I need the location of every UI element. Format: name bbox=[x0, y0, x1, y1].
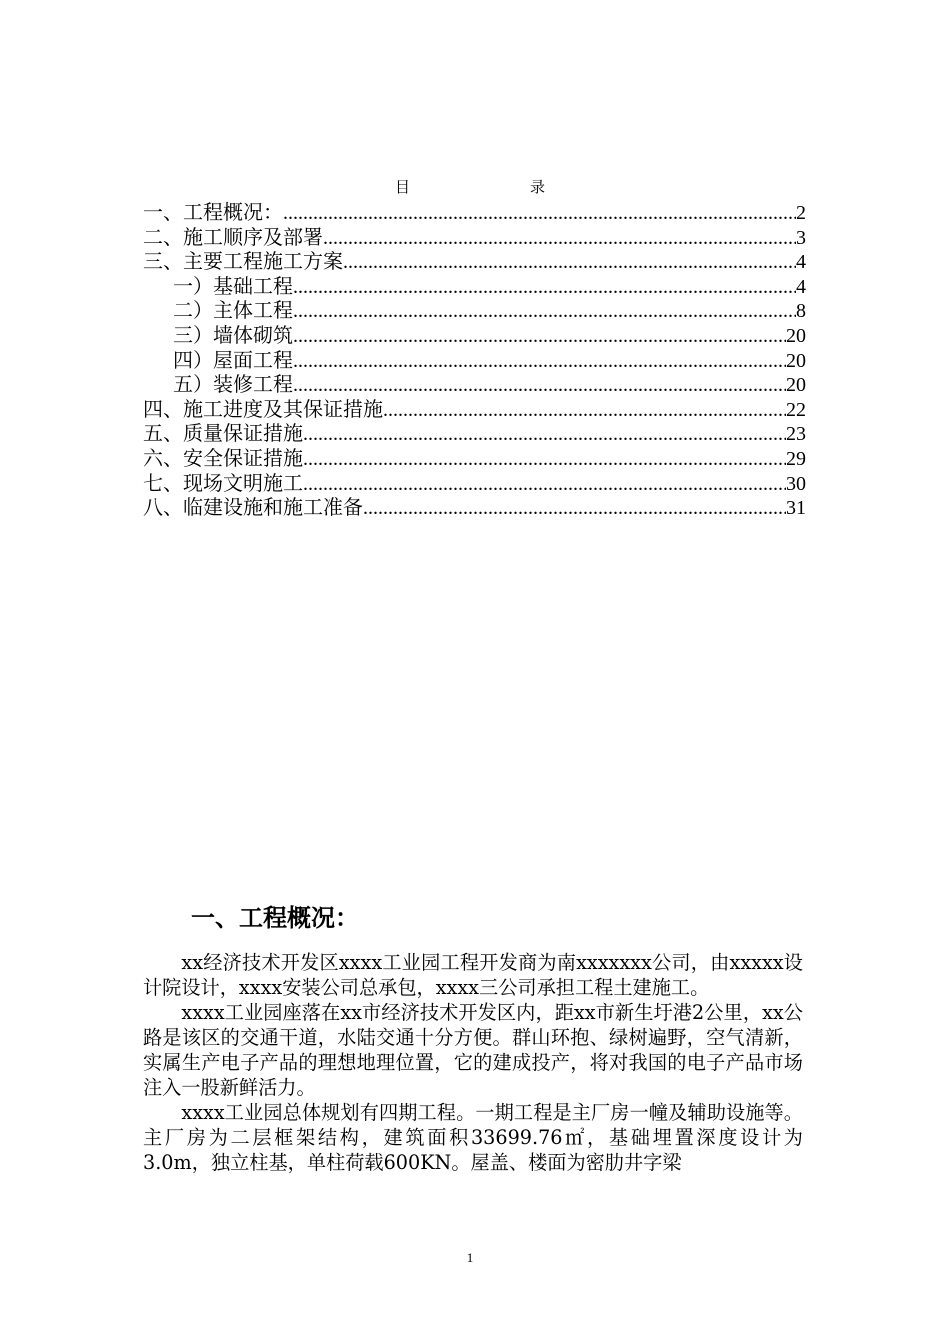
toc-entry[interactable] bbox=[143, 249, 806, 274]
toc-entry-page: 4 bbox=[796, 251, 806, 274]
toc-entry[interactable] bbox=[143, 397, 806, 422]
toc-entry-label: 八、临建设施和施工准备 bbox=[143, 495, 363, 520]
toc-entry-page: 3 bbox=[796, 226, 806, 249]
toc-leader-dots bbox=[283, 201, 796, 226]
body-paragraph: xxxx工业园座落在xx市经济技术开发区内，距xx市新生圩港2公里，xx公路是该区的交通干道，水陆交通十分方便。群山环抱、绿树遍野，空气清新，实属生产电子产品的理想地理位置，它的建成投产，将对我国的电子产品市场注入一股新鲜活力。 bbox=[143, 1001, 803, 1099]
toc-entry-label: 二、施工顺序及部署 bbox=[143, 224, 323, 249]
body-paragraph: xxxx工业园总体规划有四期工程。一期工程是主厂房一幢及辅助设施等。主厂房为二层框架结构，建筑面积33699.76㎡，基础埋置深度设计为 3.0m，独立柱基，单柱荷载600KN。屋盖、楼面为密肋井字梁 bbox=[143, 1101, 803, 1174]
toc-entry-page: 20 bbox=[786, 324, 806, 347]
toc-leader-dots bbox=[293, 299, 796, 324]
toc-leader-dots bbox=[343, 250, 796, 275]
body-paragraph: xx经济技术开发区xxxx工业园工程开发商为南xxxxxxx公司，由xxxxx设计院设计，xxxx安装公司总承包，xxxx三公司承担工程土建施工。 bbox=[143, 951, 803, 999]
toc-entry[interactable] bbox=[143, 421, 806, 446]
toc-subentry[interactable] bbox=[143, 348, 806, 373]
toc-entry[interactable] bbox=[143, 200, 806, 225]
toc-entry-page: 31 bbox=[786, 497, 806, 520]
toc-subentry[interactable] bbox=[143, 274, 806, 299]
toc-entry-label: 六、安全保证措施 bbox=[143, 445, 303, 470]
section-heading: 一、工程概况： bbox=[191, 904, 359, 932]
toc-subentry[interactable] bbox=[143, 323, 806, 348]
toc-leader-dots bbox=[293, 349, 786, 374]
toc-subentry[interactable] bbox=[143, 372, 806, 397]
toc-entry-label: 七、现场文明施工 bbox=[143, 470, 303, 495]
toc-leader-dots bbox=[293, 275, 796, 300]
toc-leader-dots bbox=[303, 447, 786, 472]
toc-entry-label: 四、施工进度及其保证措施 bbox=[143, 396, 383, 421]
toc-entry-page: 2 bbox=[796, 202, 806, 224]
toc-entry-page: 29 bbox=[786, 447, 806, 470]
toc-title bbox=[0, 176, 940, 197]
table-of-contents bbox=[143, 200, 806, 520]
toc-leader-dots bbox=[293, 324, 786, 349]
toc-entry[interactable] bbox=[143, 446, 806, 471]
toc-entry-page: 20 bbox=[786, 349, 806, 372]
page-number: 1 bbox=[466, 1250, 474, 1265]
toc-entry-page: 22 bbox=[786, 398, 806, 421]
toc-leader-dots bbox=[303, 472, 786, 497]
section-body bbox=[143, 950, 803, 1175]
toc-entry-label: 三）墙体砌筑 bbox=[173, 322, 293, 347]
toc-leader-dots bbox=[383, 398, 786, 423]
toc-title-part1: 目 bbox=[394, 178, 410, 196]
toc-entry-page: 4 bbox=[796, 275, 806, 298]
toc-entry-page: 30 bbox=[786, 472, 806, 495]
toc-leader-dots bbox=[363, 496, 786, 521]
toc-entry-label: 三、主要工程施工方案 bbox=[143, 249, 343, 274]
toc-entry-label: 五）装修工程 bbox=[173, 372, 293, 397]
toc-entry-label: 一、工程概况： bbox=[143, 200, 283, 224]
toc-entry-label: 四）屋面工程 bbox=[173, 347, 293, 372]
toc-entry-page: 23 bbox=[786, 423, 806, 446]
toc-entry[interactable] bbox=[143, 471, 806, 496]
toc-title-part2: 录 bbox=[530, 178, 546, 196]
toc-entry[interactable] bbox=[143, 495, 806, 520]
toc-entry-label: 五、质量保证措施 bbox=[143, 421, 303, 446]
toc-leader-dots bbox=[303, 422, 786, 447]
toc-entry[interactable] bbox=[143, 225, 806, 250]
toc-leader-dots bbox=[323, 226, 796, 251]
toc-entry-page: 8 bbox=[796, 300, 806, 323]
toc-entry-label: 二）主体工程 bbox=[173, 298, 293, 323]
toc-entry-page: 20 bbox=[786, 374, 806, 397]
toc-entry-label: 一）基础工程 bbox=[173, 273, 293, 298]
toc-leader-dots bbox=[293, 373, 786, 398]
toc-subentry[interactable] bbox=[143, 298, 806, 323]
